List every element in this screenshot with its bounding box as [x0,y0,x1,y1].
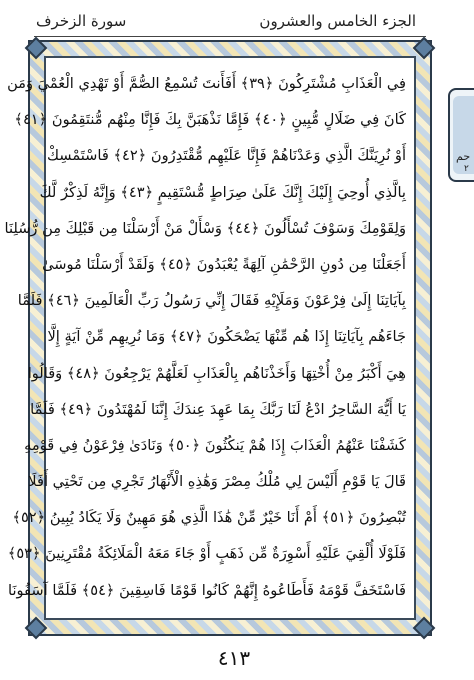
text-line: فَلَوْلَا أُلْقِيَ عَلَيْهِ أَسْوِرَةٌ مِّن ذَهَبٍ أَوْ جَاءَ مَعَهُ الْمَلَائِكَةُ مُقْتَرِنِينَ ﴿٥٣﴾ [7,545,406,563]
text-line: بِآيَاتِنَا إِلَىٰ فِرْعَوْنَ وَمَلَإِيْهِ فَقَالَ إِنِّي رَسُولُ رَبِّ الْعَالَمِينَ ﴿٤٦﴾ فَلَمَّا [17,292,406,310]
surah-side-tab[interactable] [448,88,474,182]
quran-text-block [4,66,406,610]
text-line: كَشَفْنَا عَنْهُمُ الْعَذَابَ إِذَا هُمْ يَنكُثُونَ ﴿٥٠﴾ وَنَادَىٰ فِرْعَوْنُ فِي قَوْمِهِ [24,436,406,454]
text-line: فِي الْعَذَابِ مُشْتَرِكُونَ ﴿٣٩﴾ أَفَأَنتَ تُسْمِعُ الصُّمَّ أَوْ تَهْدِي الْعُمْيَ وَمَن [7,75,406,92]
corner-ornament-icon [413,617,436,640]
corner-ornament-icon [25,617,48,640]
page-number: ٤١٣ [217,646,251,670]
text-line: جَاءَهُم بِآيَاتِنَا إِذَا هُم مِّنْهَا يَضْحَكُونَ ﴿٤٧﴾ وَمَا نُرِيهِم مِّنْ آيَةٍ إِلَّا [47,328,406,346]
juz-title: الجزء الخامس والعشرون [259,12,416,30]
text-line: قَالَ يَا قَوْمِ أَلَيْسَ لِي مُلْكُ مِصْرَ وَهَٰذِهِ الْأَنْهَارُ تَجْرِي مِن تَحْتِي أَفَلَا [28,473,406,491]
corner-ornament-icon [413,37,436,60]
text-line: كَانَ فِي ضَلَالٍ مُّبِينٍ ﴿٤٠﴾ فَإِمَّا نَذْهَبَنَّ بِكَ فَإِنَّا مِنْهُم مُّنتَقِمُونَ ﴿٤١﴾ [14,111,406,129]
text-line: فَاسْتَخَفَّ قَوْمَهُ فَأَطَاعُوهُ إِنَّهُمْ كَانُوا قَوْمًا فَاسِقِينَ ﴿٥٤﴾ فَلَمَّا آسَفُونَا [8,581,406,599]
text-line: يَا أَيُّهَ السَّاحِرُ ادْعُ لَنَا رَبَّكَ بِمَا عَهِدَ عِندَكَ إِنَّنَا لَمُهْتَدُونَ ﴿٤٩﴾ فَلَمَّا [30,400,406,418]
text-line: بِالَّذِي أُوحِيَ إِلَيْكَ إِنَّكَ عَلَىٰ صِرَاطٍ مُّسْتَقِيمٍ ﴿٤٣﴾ وَإِنَّهُ لَذِكْرٌ لَّكَ [39,183,406,201]
header-rule [34,36,426,37]
text-line: هِيَ أَكْبَرُ مِنْ أُخْتِهَا وَأَخَذْنَاهُم بِالْعَذَابِ لَعَلَّهُمْ يَرْجِعُونَ ﴿٤٨﴾ وَقَالُوا [27,364,406,382]
text-line: وَلِقَوْمِكَ وَسَوْفَ تُسْأَلُونَ ﴿٤٤﴾ وَسْأَلْ مَنْ أَرْسَلْنَا مِن قَبْلِكَ مِن رُّسُلِنَا [4,219,406,237]
tab-label: حم [456,150,471,163]
tab-number: ٢ [464,164,469,174]
text-line: أَجَعَلْنَا مِن دُونِ الرَّحْمَٰنِ آلِهَةً يُعْبَدُونَ ﴿٤٥﴾ وَلَقَدْ أَرْسَلْنَا مُوسَىٰ [42,255,406,273]
page-header [0,6,468,30]
text-line: تُبْصِرُونَ ﴿٥١﴾ أَمْ أَنَا خَيْرٌ مِّنْ هَٰذَا الَّذِي هُوَ مَهِينٌ وَلَا يَكَادُ يُبِينُ ﴿٥٢﴾ [12,509,406,527]
surah-title: سورة الزخرف [36,12,127,30]
text-line: أَوْ نُرِيَنَّكَ الَّذِي وَعَدْنَاهُمْ فَإِنَّا عَلَيْهِم مُّقْتَدِرُونَ ﴿٤٢﴾ فَاسْتَمْسِكْ [47,147,406,165]
